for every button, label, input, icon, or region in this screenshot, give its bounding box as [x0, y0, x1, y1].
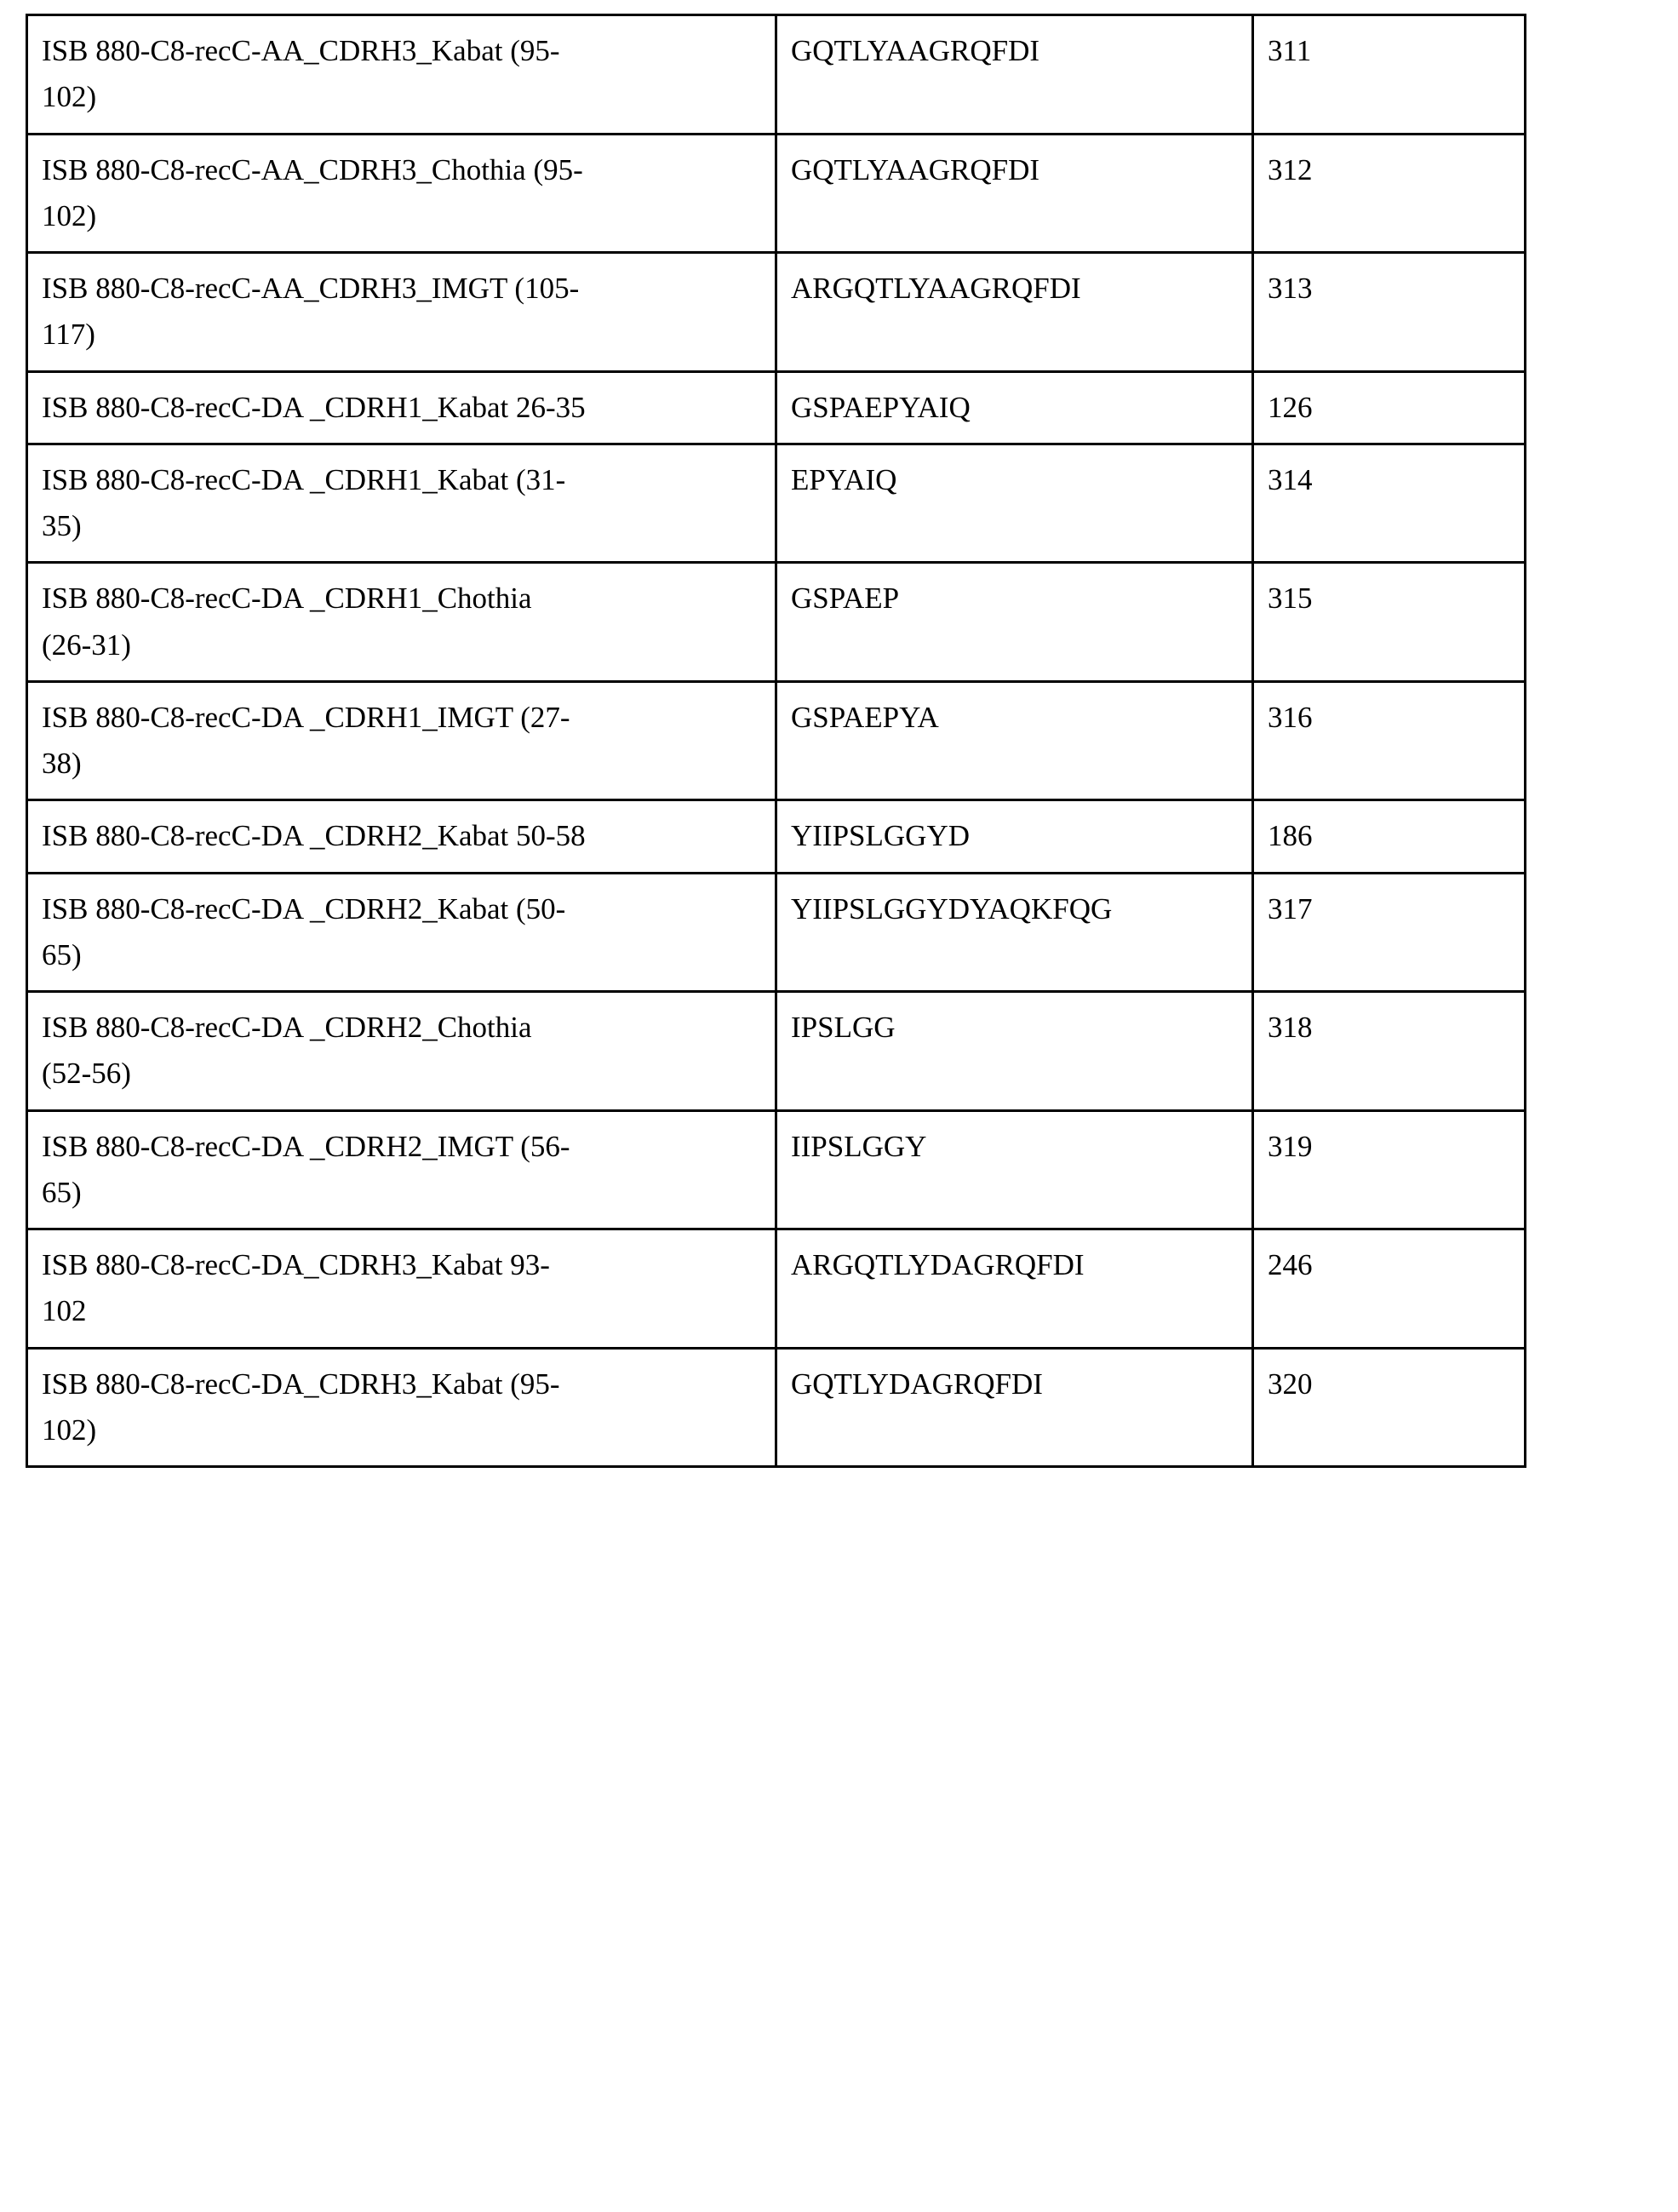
- sequence-value-cell: GQTLYAAGRQFDI: [776, 15, 1253, 135]
- seq-id-cell: 315: [1253, 563, 1526, 682]
- sequence-name-cell: [27, 1110, 776, 1229]
- sequence-name-cell: [27, 873, 776, 992]
- table-row: [27, 681, 1526, 800]
- table-row: [27, 253, 1526, 372]
- sequence-name-cell: [27, 800, 776, 873]
- seq-id-cell: 316: [1253, 681, 1526, 800]
- table-row: [27, 992, 1526, 1111]
- seq-id-cell: 314: [1253, 444, 1526, 563]
- sequence-name-line1: ISB 880-C8-recC-DA _CDRH1_Chothia: [42, 582, 532, 616]
- table-row: [27, 563, 1526, 682]
- sequence-name-cell: [27, 681, 776, 800]
- sequence-name-cell: [27, 371, 776, 444]
- seq-id-cell: 186: [1253, 800, 1526, 873]
- seq-id-cell: 312: [1253, 134, 1526, 253]
- sequence-value-cell: ARGQTLYDAGRQFDI: [776, 1229, 1253, 1349]
- seq-id-cell: 318: [1253, 992, 1526, 1111]
- sequence-name-line2: (26-31): [42, 627, 131, 662]
- sequence-name-line2: 65): [42, 937, 82, 971]
- sequence-value-cell: GQTLYDAGRQFDI: [776, 1348, 1253, 1467]
- sequence-value-cell: GSPAEPYAIQ: [776, 371, 1253, 444]
- table-row: [27, 444, 1526, 563]
- sequence-name-cell: [27, 253, 776, 372]
- sequence-name-line1: ISB 880-C8-recC-DA_CDRH3_Kabat (95-: [42, 1367, 560, 1401]
- sequence-table-body: [27, 15, 1526, 1467]
- sequence-value-cell: GQTLYAAGRQFDI: [776, 134, 1253, 253]
- seq-id-cell: 317: [1253, 873, 1526, 992]
- sequence-name-line1: ISB 880-C8-recC-DA _CDRH1_Kabat (31-: [42, 462, 566, 496]
- sequence-value-cell: IPSLGG: [776, 992, 1253, 1111]
- sequence-name-cell: [27, 444, 776, 563]
- sequence-name-cell: [27, 563, 776, 682]
- sequence-name-line1: ISB 880-C8-recC-DA _CDRH2_Chothia: [42, 1011, 532, 1044]
- sequence-name-line2: 35): [42, 509, 82, 542]
- sequence-name-line2: 38): [42, 747, 82, 780]
- sequence-name-cell: [27, 1348, 776, 1467]
- sequence-name-line2: 102): [42, 198, 97, 232]
- sequence-name-cell: [27, 992, 776, 1111]
- table-row: [27, 1348, 1526, 1467]
- sequence-name-cell: [27, 134, 776, 253]
- sequence-name-line2: 102: [42, 1294, 87, 1328]
- seq-id-cell: 313: [1253, 253, 1526, 372]
- seq-id-cell: 126: [1253, 371, 1526, 444]
- sequence-name-line2: 102): [42, 1413, 97, 1447]
- sequence-name-line2: 117): [42, 318, 95, 352]
- sequence-name-line1: ISB 880-C8-recC-DA _CDRH1_Kabat 26-35: [42, 390, 586, 424]
- sequence-table: [26, 14, 1526, 1468]
- sequence-name-line2: 102): [42, 80, 97, 114]
- sequence-value-cell: IIPSLGGY: [776, 1110, 1253, 1229]
- seq-id-cell: 311: [1253, 15, 1526, 135]
- table-row: [27, 873, 1526, 992]
- sequence-name-line1: ISB 880-C8-recC-DA _CDRH2_IMGT (56-: [42, 1129, 570, 1163]
- sequence-name-line1: ISB 880-C8-recC-DA_CDRH3_Kabat 93-: [42, 1248, 550, 1281]
- table-row: [27, 371, 1526, 444]
- sequence-name-line1: ISB 880-C8-recC-DA _CDRH2_Kabat 50-58: [42, 819, 586, 853]
- sequence-name-cell: [27, 1229, 776, 1349]
- table-row: [27, 15, 1526, 135]
- seq-id-cell: 319: [1253, 1110, 1526, 1229]
- sequence-name-cell: [27, 15, 776, 135]
- table-row: [27, 1229, 1526, 1349]
- table-row: [27, 800, 1526, 873]
- seq-id-cell: 320: [1253, 1348, 1526, 1467]
- sequence-name-line2: 65): [42, 1175, 82, 1209]
- seq-id-cell: 246: [1253, 1229, 1526, 1349]
- sequence-name-line1: ISB 880-C8-recC-AA_CDRH3_IMGT (105-: [42, 272, 580, 305]
- sequence-value-cell: ARGQTLYAAGRQFDI: [776, 253, 1253, 372]
- sequence-name-line1: ISB 880-C8-recC-DA _CDRH2_Kabat (50-: [42, 891, 566, 925]
- table-row: [27, 134, 1526, 253]
- sequence-value-cell: YIIPSLGGYD: [776, 800, 1253, 873]
- sequence-name-line2: (52-56): [42, 1057, 131, 1091]
- sequence-value-cell: YIIPSLGGYDYAQKFQG: [776, 873, 1253, 992]
- sequence-value-cell: EPYAIQ: [776, 444, 1253, 563]
- sequence-name-line1: ISB 880-C8-recC-DA _CDRH1_IMGT (27-: [42, 700, 570, 734]
- table-row: [27, 1110, 1526, 1229]
- sequence-value-cell: GSPAEP: [776, 563, 1253, 682]
- sequence-value-cell: GSPAEPYA: [776, 681, 1253, 800]
- sequence-name-line1: ISB 880-C8-recC-AA_CDRH3_Kabat (95-: [42, 34, 560, 67]
- sequence-name-line1: ISB 880-C8-recC-AA_CDRH3_Chothia (95-: [42, 152, 583, 186]
